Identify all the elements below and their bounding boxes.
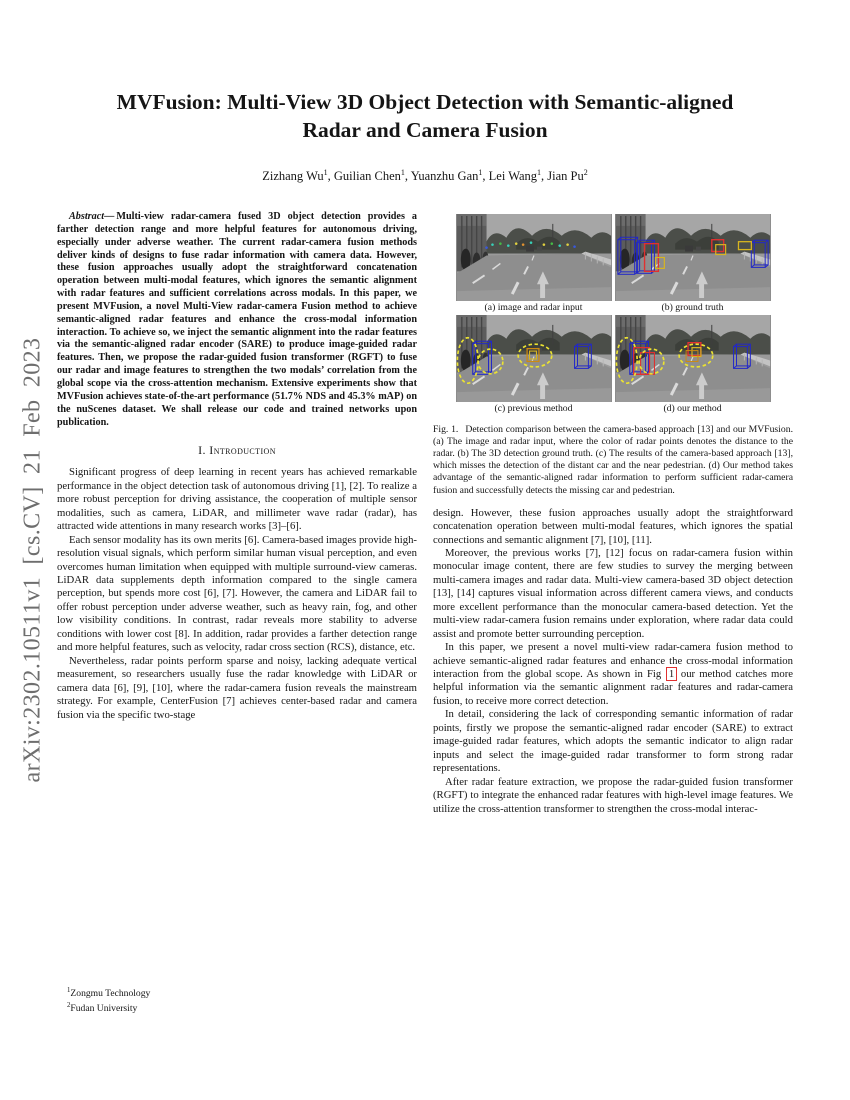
author-affiliation-mark: 1 — [400, 167, 405, 177]
figure-panel-b-label: (b) ground truth — [661, 302, 724, 314]
figure-1-reference-link[interactable]: 1 — [666, 667, 676, 681]
footnote — [67, 985, 150, 1001]
abstract-lead: Abstract — [69, 211, 105, 223]
figure-panel-a-image — [456, 214, 612, 301]
author-name: Yuanzhu Gan — [410, 169, 479, 184]
author-affiliation-mark: 1 — [323, 167, 328, 177]
section-heading-introduction: I. Introduction — [198, 443, 276, 458]
paragraph: After radar feature extraction, we propose the radar-guided fusion transformer (RGFT) to integrate the enhanced radar features with high-level image features. We utilize the cross-attention transformer to strengthen the cross-modal interac- — [433, 775, 793, 815]
figure-panel-cell-d — [615, 315, 771, 416]
figure-1-caption-text: Detection comparison between the camera-based approach [13] and our MVFusion. (a) The image and radar input, where the color of radar points denotes the distance to the radar. (b) The 3D detection ground truth. (c) The results of the camera-based approach [13], which misses the detection of the distant car and the near pedestrian. (d) Our method takes advantage of the semantic-aligned radar information to perform sufficient radar-camera fusion and successfully detects the missing car and pedestrian. — [433, 424, 793, 496]
abstract — [57, 211, 417, 429]
arxiv-watermark: arXiv:2302.10511v1 [cs.CV] 21 Feb 2023 — [19, 337, 46, 783]
figure-1-caption — [433, 424, 793, 497]
figure-panel-a-label: (a) image and radar input — [484, 302, 583, 314]
author-affiliation-mark: 1 — [537, 167, 542, 177]
figure-panel-b-image — [615, 214, 771, 301]
author-name: Lei Wang — [488, 169, 538, 184]
footnotes — [57, 985, 150, 1016]
paragraph: Moreover, the previous works [7], [12] focus on radar-camera fusion within monocular image content, there are few studies to survey the merging between multi-camera images and radar data. Multi-view camera-based 3D object detection [13], [14] captures visual information across different camera views, and conducts more excellent performance than the monocular camera-based detection. Yet the multi-view radar-camera fusion remains under exploration, where radar data could assist and promote better surrounding perception. — [433, 546, 793, 640]
two-column-body — [57, 211, 793, 1016]
figure-1 — [433, 214, 793, 497]
figure-1-caption-lead: Fig. 1. — [433, 424, 459, 436]
author-affiliation-mark: 1 — [478, 167, 483, 177]
figure-panel-d-label: (d) our method — [663, 403, 722, 415]
figure-panel-cell-c — [456, 315, 612, 416]
left-column — [57, 211, 417, 1016]
right-column — [433, 211, 793, 1016]
figure-panel-c-label: (c) previous method — [494, 403, 573, 415]
footnote-mark: 2 — [67, 1002, 71, 1010]
paragraph: design. However, these fusion approaches usually adopt the straightforward concatenation operation between multi-modal features, which ignores the spatial connections and semantic alignment [7], [10], [11]. — [433, 506, 793, 546]
footnote-mark: 1 — [67, 986, 71, 994]
author-name: Jian Pu — [547, 169, 584, 184]
abstract-text: — Multi-view radar-camera fused 3D object detection provides a farther detection range and more helpful features for autonomous driving, especially under adverse weather. The current radar-camera fusion methods deliver kinds of designs to fuse radar information with camera data. However, these fusion approaches usually adopt the straightforward concatenation operation between multi-modal features, which ignores the semantic alignment with radar features and sufficient correlations across modals. In this paper, we present MVFusion, a novel Multi-View radar-camera Fusion method to achieve semantic-aligned radar features and enhance the cross-modal information interaction. To achieve so, we inject the semantic alignment into the radar features via the semantic-aligned radar encoder (SARE) to produce image-guided radar features. Then, we propose the radar-guided fusion transformer (RGFT) to fuse our radar and image features to strengthen the two modals’ correlation from the global scope via the cross-attention mechanism. Extensive experiments show that MVFusion achieves state-of-the-art performance (51.7% NDS and 45.3% mAP) on the nuScenes dataset. We shall release our code and trained networks upon publication. — [57, 211, 417, 428]
footnote-text: Fudan University — [70, 1003, 138, 1015]
author-line: Zizhang Wu$^1$, Guilian Chen$^1$, Yuanzhu Gan$^1$, Lei Wang$^1$, Jian Pu$^2$ — [262, 167, 588, 184]
paragraph: Nevertheless, radar points perform sparse and noisy, lacking adequate vertical measurement, so researchers usually fuse the radar knowledge with LiDAR or camera data [6], [9], [10], where the radar-camera fusion reveals the mainstream strategy. For example, CenterFusion [7] achieves center-based radar and camera fusion via the specific two-stage — [57, 654, 417, 721]
paragraph: Significant progress of deep learning in recent years has achieved remarkable performance in the object detection task of autonomous driving [1], [2]. To realize a more robust perception for driving assistance, the cooperation of multiple sensor modalities, such as camera, LiDAR, and millimeter wave radar (radar), has attracted wide attentions in many research works [3]–[6]. — [57, 466, 417, 533]
author-affiliation-mark: 2 — [583, 167, 588, 177]
paragraph — [433, 641, 793, 708]
paragraph: Each sensor modality has its own merits [6]. Camera-based images provide high-resolution visual signals, which perform similar human visual perception, and even overcomes human limitation when equipped with multiple surround-view cameras. LiDAR data supplements depth information compared to the single camera perception, but spends more cost [6], [7]. However, the camera and LiDAR fail to offer robust perception under adverse weather, such as heavy rain, fog, and other low visibility conditions. In contrast, radar reveals more stability to adverse conditions with lower cost [8]. In addition, radar provides a farther detection range and more helpful features, such as velocity, radar cross section (RCS), distance, etc. — [57, 533, 417, 654]
figure-panel-c-image — [456, 315, 612, 402]
figure-panel-cell-b — [615, 214, 771, 315]
paragraph: In detail, considering the lack of corresponding semantic information of radar points, firstly we propose the semantic-aligned radar encoder (SARE) to extract image-guided radar features, which adopts the semantic indicator to align radar inputs and select the image-guided radar transformer to form strong radar representations. — [433, 708, 793, 775]
author-name: Guilian Chen — [333, 169, 401, 184]
paper-title: MVFusion: Multi-View 3D Object Detection with Semantic-aligned Radar and Camera Fusion — [116, 90, 734, 142]
figure-panel-d-image — [615, 315, 771, 402]
figure-panel-cell-a — [456, 214, 612, 315]
introduction-paragraphs — [57, 466, 417, 722]
author-name: Zizhang Wu — [262, 169, 324, 184]
paragraph-text: our method catches more helpful information via the semantic alignment radar features and radar-camera fusion, to receive more correct detection. — [433, 668, 794, 707]
body-paragraphs — [433, 507, 793, 816]
footnote — [67, 1000, 150, 1016]
figure-1-panel-grid — [433, 214, 793, 416]
footnote-text: Zongmu Technology — [70, 987, 151, 999]
paragraph-text: In this paper, we present a novel multi-view radar-camera fusion method to achieve semantic-aligned radar features and enhance the cross-modal information interaction from the global scope. As shown in Fig — [433, 641, 793, 681]
